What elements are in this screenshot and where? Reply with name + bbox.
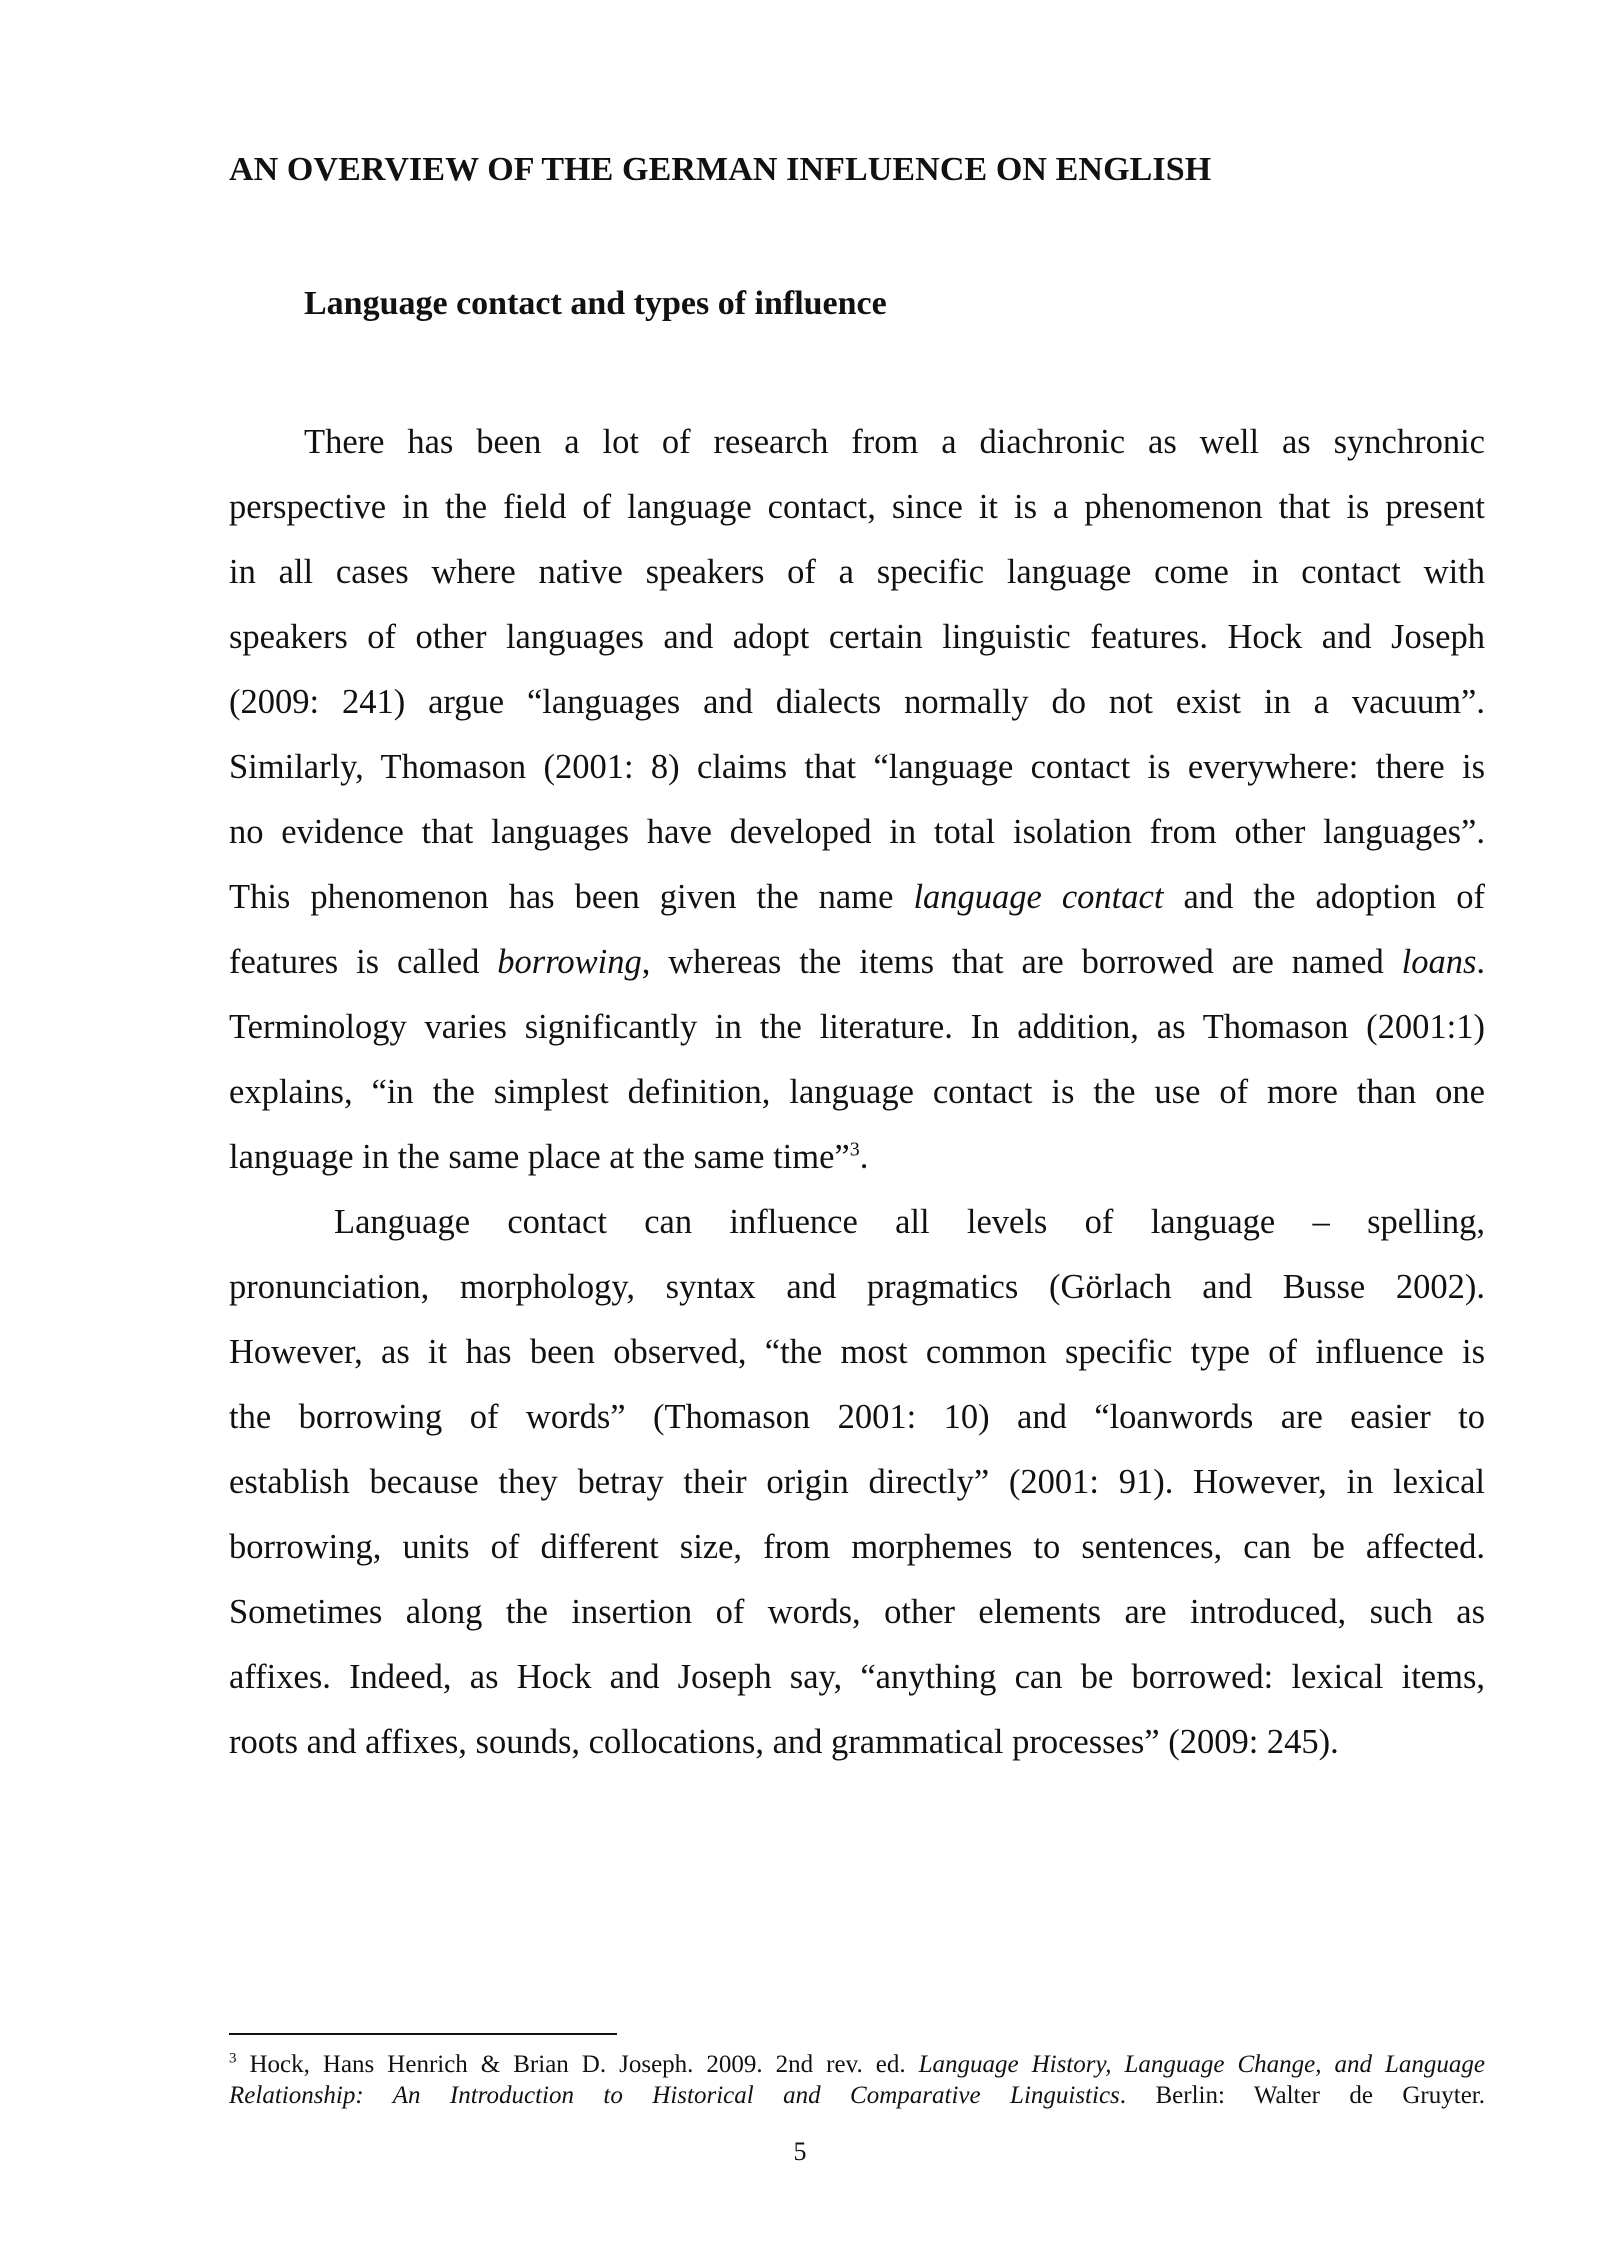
paragraph-line: perspective in the field of language contact, since it is a phenomenon that is present [229, 488, 1485, 526]
footnote-reference[interactable]: 3 [849, 1138, 860, 1161]
paragraph-line [229, 865, 1485, 930]
paragraph-line: establish because they betray their origin directly” (2001: 91). However, in lexical [229, 1463, 1485, 1501]
paragraph-line: pronunciation, morphology, syntax and pragmatics (Görlach and Busse 2002). [229, 1268, 1485, 1306]
footnote-divider [229, 2033, 617, 2035]
footnote-book-title: Language History, Language Change, and Language [918, 2051, 1485, 2078]
paragraph-line: Similarly, Thomason (2001: 8) claims that “language contact is everywhere: there is [229, 748, 1485, 786]
paragraph-1 [229, 410, 1485, 1190]
text-run: and the adoption of [1163, 878, 1486, 916]
section-heading: Language contact and types of influence [304, 285, 887, 322]
footnote-marker: 3 [229, 2050, 237, 2067]
footnote-text: Hock, Hans Henrich & Brian D. Joseph. 2009. 2nd rev. ed. [236, 2051, 919, 2078]
italic-term: loans [1401, 943, 1477, 981]
paragraph-line [229, 1125, 1485, 1190]
paragraph-line: Language contact can influence all levels of language – spelling, [334, 1203, 1485, 1241]
italic-term: borrowing [497, 943, 642, 981]
paragraph-line: There has been a lot of research from a diachronic as well as synchronic [304, 423, 1485, 461]
text-run: language in the same place at the same time” [229, 1138, 850, 1176]
text-run: . [1476, 943, 1485, 981]
footnote-book-title: Relationship: An Introduction to Historical and Comparative Linguistics [229, 2082, 1120, 2109]
page-number: 5 [793, 2137, 807, 2166]
paragraph-line: Terminology varies significantly in the literature. In addition, as Thomason (2001:1) [229, 1008, 1485, 1046]
paragraph-line: However, as it has been observed, “the most common specific type of influence is [229, 1333, 1485, 1371]
italic-term: language contact [913, 878, 1164, 916]
text-run: . [859, 1138, 869, 1176]
text-run: features is called [229, 943, 498, 981]
paragraph-line: Sometimes along the insertion of words, other elements are introduced, such as [229, 1593, 1485, 1631]
paragraph-2 [229, 1190, 1485, 1775]
body-text [229, 410, 1485, 1775]
paragraph-line: (2009: 241) argue “languages and dialects normally do not exist in a vacuum”. [229, 683, 1485, 721]
paragraph-line: affixes. Indeed, as Hock and Joseph say, “anything can be borrowed: lexical items, [229, 1658, 1485, 1696]
footnote-line [229, 2049, 1485, 2080]
paragraph-line: the borrowing of words” (Thomason 2001: 10) and “loanwords are easier to [229, 1398, 1485, 1436]
paragraph-line: explains, “in the simplest definition, language contact is the use of more than one [229, 1073, 1485, 1111]
paragraph-line: borrowing, units of different size, from morphemes to sentences, can be affected. [229, 1528, 1485, 1566]
footnote [229, 2049, 1485, 2111]
paragraph-line [229, 930, 1485, 995]
paragraph-line: roots and affixes, sounds, collocations, and grammatical processes” (2009: 245). [229, 1723, 1339, 1761]
document-title: AN OVERVIEW OF THE GERMAN INFLUENCE ON ENGLISH [229, 151, 1212, 188]
text-run: , whereas the items that are borrowed are named [641, 943, 1402, 981]
paragraph-line: no evidence that languages have developed in total isolation from other languages”. [229, 813, 1485, 851]
footnote-line [229, 2080, 1485, 2111]
footnote-text: . Berlin: Walter de Gruyter. [1119, 2082, 1485, 2109]
paragraph-line: in all cases where native speakers of a specific language come in contact with [229, 553, 1485, 591]
paragraph-line: speakers of other languages and adopt certain linguistic features. Hock and Joseph [229, 618, 1485, 656]
text-run: This phenomenon has been given the name [229, 878, 914, 916]
